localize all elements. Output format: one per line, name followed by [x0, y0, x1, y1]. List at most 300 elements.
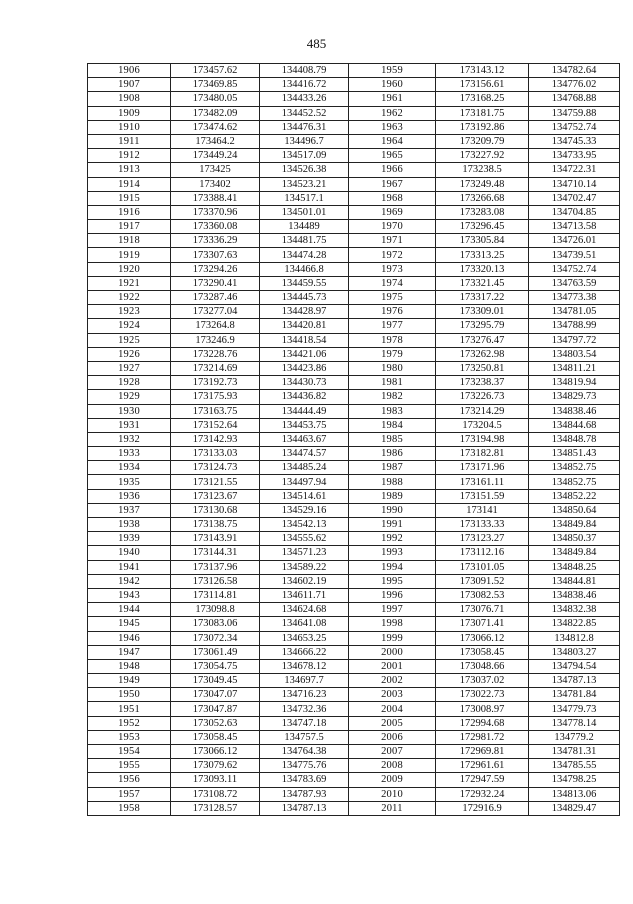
x-coordinate-right-cell: 173143.12	[436, 64, 529, 78]
y-coordinate-left-cell: 134452.52	[260, 106, 349, 120]
y-coordinate-left-cell: 134436.82	[260, 390, 349, 404]
x-coordinate-right-cell: 172932.24	[436, 787, 529, 801]
x-coordinate-left-cell: 173228.76	[171, 347, 260, 361]
x-coordinate-right-cell: 173112.16	[436, 546, 529, 560]
x-coordinate-left-cell: 173137.96	[171, 560, 260, 574]
x-coordinate-left-cell: 173214.69	[171, 361, 260, 375]
point-number-right-cell: 1969	[349, 205, 436, 219]
table-row	[88, 631, 620, 645]
y-coordinate-right-cell: 134851.43	[529, 447, 620, 461]
y-coordinate-right-cell: 134852.22	[529, 489, 620, 503]
point-number-right-cell: 1972	[349, 248, 436, 262]
y-coordinate-left-cell: 134463.67	[260, 432, 349, 446]
table-row	[88, 64, 620, 78]
table-row	[88, 588, 620, 602]
table-row	[88, 603, 620, 617]
y-coordinate-right-cell: 134829.47	[529, 801, 620, 815]
table-row	[88, 319, 620, 333]
y-coordinate-left-cell: 134787.93	[260, 787, 349, 801]
x-coordinate-left-cell: 173072.34	[171, 631, 260, 645]
x-coordinate-right-cell: 173214.29	[436, 404, 529, 418]
x-coordinate-right-cell: 173321.45	[436, 276, 529, 290]
point-number-left-cell: 1922	[88, 291, 171, 305]
table-row	[88, 248, 620, 262]
y-coordinate-left-cell: 134453.75	[260, 418, 349, 432]
y-coordinate-left-cell: 134526.38	[260, 163, 349, 177]
point-number-left-cell: 1935	[88, 475, 171, 489]
table-row	[88, 205, 620, 219]
table-row	[88, 305, 620, 319]
x-coordinate-left-cell: 173457.62	[171, 64, 260, 78]
x-coordinate-left-cell: 173130.68	[171, 503, 260, 517]
table-row	[88, 191, 620, 205]
table-row	[88, 702, 620, 716]
point-number-left-cell: 1957	[88, 787, 171, 801]
x-coordinate-right-cell: 173227.92	[436, 149, 529, 163]
x-coordinate-left-cell: 173425	[171, 163, 260, 177]
point-number-right-cell: 1961	[349, 92, 436, 106]
table-row	[88, 645, 620, 659]
x-coordinate-left-cell: 173049.45	[171, 674, 260, 688]
point-number-right-cell: 2008	[349, 759, 436, 773]
y-coordinate-left-cell: 134485.24	[260, 461, 349, 475]
x-coordinate-right-cell: 173226.73	[436, 390, 529, 404]
point-number-right-cell: 1970	[349, 220, 436, 234]
y-coordinate-left-cell: 134747.18	[260, 716, 349, 730]
x-coordinate-left-cell: 173114.81	[171, 588, 260, 602]
table-row	[88, 333, 620, 347]
x-coordinate-right-cell: 172981.72	[436, 730, 529, 744]
x-coordinate-right-cell: 173238.5	[436, 163, 529, 177]
point-number-left-cell: 1943	[88, 588, 171, 602]
x-coordinate-left-cell: 173061.49	[171, 645, 260, 659]
x-coordinate-left-cell: 173058.45	[171, 730, 260, 744]
x-coordinate-left-cell: 173277.04	[171, 305, 260, 319]
point-number-right-cell: 1965	[349, 149, 436, 163]
point-number-right-cell: 1975	[349, 291, 436, 305]
y-coordinate-right-cell: 134759.88	[529, 106, 620, 120]
x-coordinate-left-cell: 173482.09	[171, 106, 260, 120]
point-number-left-cell: 1927	[88, 361, 171, 375]
table-row	[88, 276, 620, 290]
x-coordinate-left-cell: 173402	[171, 177, 260, 191]
x-coordinate-right-cell: 173283.08	[436, 205, 529, 219]
point-number-right-cell: 1967	[349, 177, 436, 191]
x-coordinate-left-cell: 173133.03	[171, 447, 260, 461]
y-coordinate-left-cell: 134408.79	[260, 64, 349, 78]
y-coordinate-left-cell: 134757.5	[260, 730, 349, 744]
point-number-right-cell: 2009	[349, 773, 436, 787]
y-coordinate-left-cell: 134466.8	[260, 262, 349, 276]
x-coordinate-right-cell: 173262.98	[436, 347, 529, 361]
y-coordinate-right-cell: 134713.58	[529, 220, 620, 234]
table-row	[88, 120, 620, 134]
y-coordinate-right-cell: 134788.99	[529, 319, 620, 333]
point-number-right-cell: 2011	[349, 801, 436, 815]
point-number-right-cell: 1996	[349, 588, 436, 602]
point-number-right-cell: 1977	[349, 319, 436, 333]
y-coordinate-left-cell: 134716.23	[260, 688, 349, 702]
point-number-right-cell: 2000	[349, 645, 436, 659]
x-coordinate-right-cell: 173249.48	[436, 177, 529, 191]
point-number-left-cell: 1953	[88, 730, 171, 744]
point-number-right-cell: 1964	[349, 134, 436, 148]
x-coordinate-right-cell: 173008.97	[436, 702, 529, 716]
table-row	[88, 291, 620, 305]
point-number-left-cell: 1933	[88, 447, 171, 461]
y-coordinate-right-cell: 134794.54	[529, 659, 620, 673]
y-coordinate-right-cell: 134752.74	[529, 120, 620, 134]
point-number-right-cell: 1962	[349, 106, 436, 120]
y-coordinate-left-cell: 134653.25	[260, 631, 349, 645]
point-number-right-cell: 1978	[349, 333, 436, 347]
y-coordinate-right-cell: 134838.46	[529, 404, 620, 418]
y-coordinate-left-cell: 134433.26	[260, 92, 349, 106]
point-number-left-cell: 1923	[88, 305, 171, 319]
y-coordinate-left-cell: 134641.08	[260, 617, 349, 631]
point-number-right-cell: 1981	[349, 376, 436, 390]
point-number-right-cell: 1985	[349, 432, 436, 446]
y-coordinate-left-cell: 134430.73	[260, 376, 349, 390]
y-coordinate-right-cell: 134779.2	[529, 730, 620, 744]
point-number-left-cell: 1913	[88, 163, 171, 177]
y-coordinate-left-cell: 134589.22	[260, 560, 349, 574]
y-coordinate-right-cell: 134852.75	[529, 461, 620, 475]
x-coordinate-right-cell: 173168.25	[436, 92, 529, 106]
x-coordinate-right-cell: 173250.81	[436, 361, 529, 375]
x-coordinate-right-cell: 173317.22	[436, 291, 529, 305]
x-coordinate-right-cell: 173022.73	[436, 688, 529, 702]
point-number-left-cell: 1937	[88, 503, 171, 517]
table-row	[88, 475, 620, 489]
y-coordinate-left-cell: 134428.97	[260, 305, 349, 319]
x-coordinate-left-cell: 173287.46	[171, 291, 260, 305]
y-coordinate-right-cell: 134778.14	[529, 716, 620, 730]
point-number-left-cell: 1918	[88, 234, 171, 248]
point-number-right-cell: 1991	[349, 518, 436, 532]
y-coordinate-left-cell: 134423.86	[260, 361, 349, 375]
x-coordinate-left-cell: 173047.07	[171, 688, 260, 702]
point-number-left-cell: 1906	[88, 64, 171, 78]
point-number-right-cell: 1989	[349, 489, 436, 503]
y-coordinate-left-cell: 134445.73	[260, 291, 349, 305]
table-row	[88, 546, 620, 560]
table-row	[88, 404, 620, 418]
point-number-right-cell: 1960	[349, 78, 436, 92]
y-coordinate-left-cell: 134678.12	[260, 659, 349, 673]
point-number-right-cell: 1971	[349, 234, 436, 248]
x-coordinate-left-cell: 173336.29	[171, 234, 260, 248]
point-number-right-cell: 1995	[349, 574, 436, 588]
point-number-left-cell: 1956	[88, 773, 171, 787]
y-coordinate-right-cell: 134702.47	[529, 191, 620, 205]
x-coordinate-left-cell: 173294.26	[171, 262, 260, 276]
y-coordinate-right-cell: 134803.27	[529, 645, 620, 659]
coordinates-table	[87, 63, 620, 816]
y-coordinate-left-cell: 134418.54	[260, 333, 349, 347]
x-coordinate-left-cell: 173138.75	[171, 518, 260, 532]
x-coordinate-left-cell: 173370.96	[171, 205, 260, 219]
table-row	[88, 532, 620, 546]
x-coordinate-left-cell: 173126.58	[171, 574, 260, 588]
point-number-right-cell: 1994	[349, 560, 436, 574]
point-number-right-cell: 1983	[349, 404, 436, 418]
y-coordinate-right-cell: 134704.85	[529, 205, 620, 219]
x-coordinate-right-cell: 173276.47	[436, 333, 529, 347]
y-coordinate-right-cell: 134781.05	[529, 305, 620, 319]
x-coordinate-left-cell: 173052.63	[171, 716, 260, 730]
y-coordinate-right-cell: 134745.33	[529, 134, 620, 148]
y-coordinate-left-cell: 134624.68	[260, 603, 349, 617]
table-row	[88, 163, 620, 177]
y-coordinate-right-cell: 134773.38	[529, 291, 620, 305]
x-coordinate-right-cell: 173156.61	[436, 78, 529, 92]
point-number-left-cell: 1909	[88, 106, 171, 120]
point-number-left-cell: 1908	[88, 92, 171, 106]
point-number-right-cell: 1979	[349, 347, 436, 361]
x-coordinate-right-cell: 173058.45	[436, 645, 529, 659]
y-coordinate-right-cell: 134710.14	[529, 177, 620, 191]
x-coordinate-left-cell: 173480.05	[171, 92, 260, 106]
y-coordinate-left-cell: 134775.76	[260, 759, 349, 773]
x-coordinate-left-cell: 173360.08	[171, 220, 260, 234]
point-number-left-cell: 1925	[88, 333, 171, 347]
y-coordinate-left-cell: 134555.62	[260, 532, 349, 546]
y-coordinate-right-cell: 134787.13	[529, 674, 620, 688]
y-coordinate-right-cell: 134763.59	[529, 276, 620, 290]
x-coordinate-left-cell: 173098.8	[171, 603, 260, 617]
x-coordinate-right-cell: 173204.5	[436, 418, 529, 432]
point-number-right-cell: 1966	[349, 163, 436, 177]
y-coordinate-left-cell: 134416.72	[260, 78, 349, 92]
y-coordinate-left-cell: 134697.7	[260, 674, 349, 688]
point-number-right-cell: 1990	[349, 503, 436, 517]
x-coordinate-left-cell: 173128.57	[171, 801, 260, 815]
point-number-left-cell: 1946	[88, 631, 171, 645]
point-number-left-cell: 1958	[88, 801, 171, 815]
x-coordinate-right-cell: 173171.96	[436, 461, 529, 475]
y-coordinate-right-cell: 134822.85	[529, 617, 620, 631]
x-coordinate-left-cell: 173290.41	[171, 276, 260, 290]
point-number-right-cell: 1976	[349, 305, 436, 319]
point-number-left-cell: 1928	[88, 376, 171, 390]
y-coordinate-right-cell: 134848.25	[529, 560, 620, 574]
y-coordinate-right-cell: 134722.31	[529, 163, 620, 177]
y-coordinate-right-cell: 134733.95	[529, 149, 620, 163]
table-row	[88, 787, 620, 801]
y-coordinate-left-cell: 134476.31	[260, 120, 349, 134]
point-number-right-cell: 2006	[349, 730, 436, 744]
x-coordinate-right-cell: 173320.13	[436, 262, 529, 276]
table-row	[88, 560, 620, 574]
point-number-right-cell: 2005	[349, 716, 436, 730]
y-coordinate-left-cell: 134444.49	[260, 404, 349, 418]
x-coordinate-left-cell: 173469.85	[171, 78, 260, 92]
y-coordinate-left-cell: 134459.55	[260, 276, 349, 290]
x-coordinate-left-cell: 173083.06	[171, 617, 260, 631]
point-number-left-cell: 1939	[88, 532, 171, 546]
point-number-left-cell: 1924	[88, 319, 171, 333]
y-coordinate-right-cell: 134781.84	[529, 688, 620, 702]
table-row	[88, 801, 620, 815]
x-coordinate-right-cell: 172994.68	[436, 716, 529, 730]
y-coordinate-right-cell: 134803.54	[529, 347, 620, 361]
table-row	[88, 503, 620, 517]
point-number-left-cell: 1950	[88, 688, 171, 702]
point-number-left-cell: 1911	[88, 134, 171, 148]
point-number-left-cell: 1912	[88, 149, 171, 163]
x-coordinate-right-cell: 173101.05	[436, 560, 529, 574]
x-coordinate-left-cell: 173152.64	[171, 418, 260, 432]
point-number-left-cell: 1947	[88, 645, 171, 659]
point-number-right-cell: 1998	[349, 617, 436, 631]
point-number-right-cell: 2010	[349, 787, 436, 801]
point-number-left-cell: 1910	[88, 120, 171, 134]
table-row	[88, 376, 620, 390]
x-coordinate-right-cell: 173123.27	[436, 532, 529, 546]
point-number-right-cell: 2007	[349, 745, 436, 759]
point-number-left-cell: 1954	[88, 745, 171, 759]
point-number-left-cell: 1955	[88, 759, 171, 773]
x-coordinate-right-cell: 173313.25	[436, 248, 529, 262]
y-coordinate-right-cell: 134779.73	[529, 702, 620, 716]
point-number-left-cell: 1931	[88, 418, 171, 432]
table-row	[88, 461, 620, 475]
x-coordinate-left-cell: 173142.93	[171, 432, 260, 446]
y-coordinate-right-cell: 134785.55	[529, 759, 620, 773]
y-coordinate-left-cell: 134474.57	[260, 447, 349, 461]
x-coordinate-left-cell: 173054.75	[171, 659, 260, 673]
table-row	[88, 177, 620, 191]
y-coordinate-left-cell: 134732.36	[260, 702, 349, 716]
x-coordinate-left-cell: 173093.11	[171, 773, 260, 787]
y-coordinate-left-cell: 134571.23	[260, 546, 349, 560]
point-number-left-cell: 1907	[88, 78, 171, 92]
point-number-left-cell: 1921	[88, 276, 171, 290]
table-row	[88, 659, 620, 673]
x-coordinate-right-cell: 173296.45	[436, 220, 529, 234]
y-coordinate-right-cell: 134850.64	[529, 503, 620, 517]
y-coordinate-right-cell: 134812.8	[529, 631, 620, 645]
x-coordinate-right-cell: 172969.81	[436, 745, 529, 759]
table-row	[88, 617, 620, 631]
x-coordinate-right-cell: 173133.33	[436, 518, 529, 532]
table-row	[88, 773, 620, 787]
point-number-right-cell: 1993	[349, 546, 436, 560]
x-coordinate-left-cell: 173307.63	[171, 248, 260, 262]
x-coordinate-right-cell: 173194.98	[436, 432, 529, 446]
table-row	[88, 390, 620, 404]
x-coordinate-right-cell: 173076.71	[436, 603, 529, 617]
y-coordinate-left-cell: 134474.28	[260, 248, 349, 262]
table-row	[88, 92, 620, 106]
y-coordinate-right-cell: 134726.01	[529, 234, 620, 248]
x-coordinate-right-cell: 173151.59	[436, 489, 529, 503]
point-number-right-cell: 2004	[349, 702, 436, 716]
table-row	[88, 574, 620, 588]
y-coordinate-right-cell: 134768.88	[529, 92, 620, 106]
point-number-right-cell: 1980	[349, 361, 436, 375]
y-coordinate-left-cell: 134666.22	[260, 645, 349, 659]
point-number-right-cell: 1973	[349, 262, 436, 276]
point-number-left-cell: 1951	[88, 702, 171, 716]
x-coordinate-right-cell: 173266.68	[436, 191, 529, 205]
table-row	[88, 106, 620, 120]
y-coordinate-right-cell: 134776.02	[529, 78, 620, 92]
point-number-right-cell: 1982	[349, 390, 436, 404]
table-row	[88, 432, 620, 446]
point-number-right-cell: 1992	[349, 532, 436, 546]
point-number-left-cell: 1948	[88, 659, 171, 673]
table-row	[88, 688, 620, 702]
x-coordinate-left-cell: 173124.73	[171, 461, 260, 475]
y-coordinate-right-cell: 134849.84	[529, 546, 620, 560]
y-coordinate-right-cell: 134819.94	[529, 376, 620, 390]
x-coordinate-right-cell: 173209.79	[436, 134, 529, 148]
y-coordinate-left-cell: 134420.81	[260, 319, 349, 333]
point-number-left-cell: 1952	[88, 716, 171, 730]
point-number-left-cell: 1938	[88, 518, 171, 532]
y-coordinate-right-cell: 134781.31	[529, 745, 620, 759]
point-number-left-cell: 1934	[88, 461, 171, 475]
point-number-left-cell: 1936	[88, 489, 171, 503]
table-row	[88, 518, 620, 532]
point-number-right-cell: 1968	[349, 191, 436, 205]
point-number-right-cell: 1963	[349, 120, 436, 134]
y-coordinate-right-cell: 134811.21	[529, 361, 620, 375]
table-row	[88, 234, 620, 248]
x-coordinate-right-cell: 173048.66	[436, 659, 529, 673]
y-coordinate-right-cell: 134798.25	[529, 773, 620, 787]
x-coordinate-right-cell: 173309.01	[436, 305, 529, 319]
x-coordinate-left-cell: 173246.9	[171, 333, 260, 347]
point-number-left-cell: 1929	[88, 390, 171, 404]
point-number-right-cell: 2001	[349, 659, 436, 673]
x-coordinate-left-cell: 173066.12	[171, 745, 260, 759]
y-coordinate-right-cell: 134848.78	[529, 432, 620, 446]
x-coordinate-left-cell: 173474.62	[171, 120, 260, 134]
y-coordinate-left-cell: 134783.69	[260, 773, 349, 787]
table-body	[88, 64, 620, 816]
table-row	[88, 361, 620, 375]
point-number-right-cell: 1997	[349, 603, 436, 617]
x-coordinate-left-cell: 173388.41	[171, 191, 260, 205]
page-number: 485	[306, 36, 327, 51]
point-number-right-cell: 1959	[349, 64, 436, 78]
x-coordinate-left-cell: 173079.62	[171, 759, 260, 773]
y-coordinate-right-cell: 134844.81	[529, 574, 620, 588]
point-number-right-cell: 1987	[349, 461, 436, 475]
table-row	[88, 745, 620, 759]
table-row	[88, 674, 620, 688]
y-coordinate-right-cell: 134852.75	[529, 475, 620, 489]
table-row	[88, 759, 620, 773]
x-coordinate-right-cell: 172961.61	[436, 759, 529, 773]
point-number-left-cell: 1945	[88, 617, 171, 631]
point-number-left-cell: 1940	[88, 546, 171, 560]
x-coordinate-left-cell: 173175.93	[171, 390, 260, 404]
x-coordinate-left-cell: 173264.8	[171, 319, 260, 333]
point-number-left-cell: 1920	[88, 262, 171, 276]
x-coordinate-right-cell: 173295.79	[436, 319, 529, 333]
table-row	[88, 716, 620, 730]
table-row	[88, 418, 620, 432]
y-coordinate-right-cell: 134849.84	[529, 518, 620, 532]
x-coordinate-left-cell: 173108.72	[171, 787, 260, 801]
x-coordinate-left-cell: 173143.91	[171, 532, 260, 546]
point-number-right-cell: 1974	[349, 276, 436, 290]
y-coordinate-left-cell: 134764.38	[260, 745, 349, 759]
